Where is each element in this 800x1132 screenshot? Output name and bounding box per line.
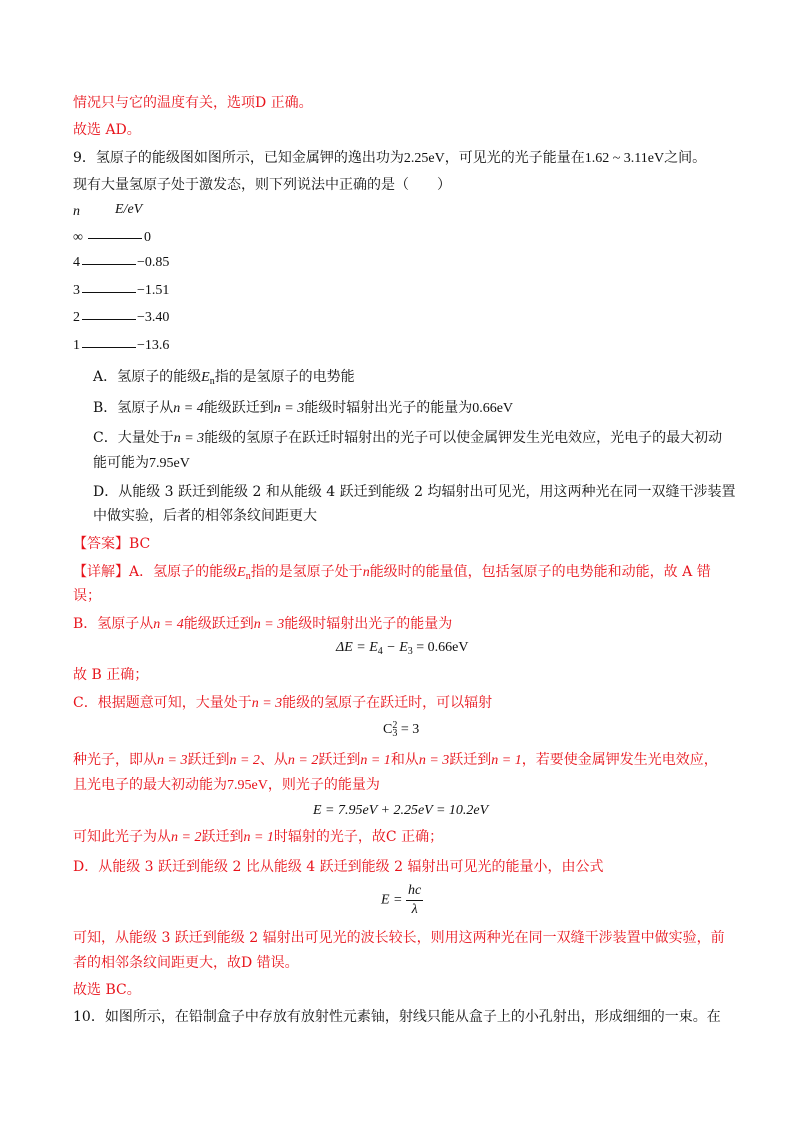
explain-c-line3: 且光电子的最大初动能为7.95eV，则光子的能量为 (73, 777, 380, 793)
diagram-n-label: n (73, 204, 80, 219)
level-n-inf: ∞ (73, 230, 83, 245)
q10-stem-line1: 10．如图所示，在铅制盒子中存放有放射性元素铀，射线只能从盒子上的小孔射出，形成细细的一束。在 (73, 1009, 721, 1025)
level-n-4: 4 (73, 255, 80, 270)
explain-a-line2: 误； (73, 588, 101, 604)
work-function-value: 2.25eV (403, 151, 445, 166)
level-line-4 (82, 264, 136, 265)
level-e-1: −13.6 (137, 338, 170, 353)
explain-label: 【详解】 (73, 564, 129, 580)
prev-explanation-line: 情况只与它的温度有关，选项D 正确。 (73, 95, 313, 111)
option-a: A．氢原子的能级$E_n$指的是氢原子的电势能 (93, 369, 355, 387)
level-e-3: −1.51 (137, 283, 170, 298)
equation-planck: E = $\frac{hc}{\lambda}$ (381, 883, 422, 917)
level-e-inf: 0 (144, 230, 151, 245)
equation-combination: C 2 3 = 3 (383, 719, 420, 739)
option-c: C．大量处于n = 3能级的氢原子在跃迁时辐射出的光子可以使金属钾发生光电效应，光电子的最大初动 (93, 430, 723, 446)
final-answer: 故选 BC。 (73, 982, 141, 998)
level-n-3: 3 (73, 283, 80, 298)
explain-c-line4: 可知此光子为从n = 2跃迁到n = 1时辐射的光子，故C 正确； (73, 829, 444, 845)
equation-photon-energy: E = 7.95eV + 2.25eV = 10.2eV (313, 803, 489, 818)
level-line-1 (82, 347, 136, 348)
level-n-2: 2 (73, 310, 80, 325)
explain-d-line3: 者的相邻条纹间距更大，故D 错误。 (73, 955, 299, 971)
q9-stem-line1: 9．氢原子的能级图如图所示，已知金属钾的逸出功为2.25eV，可见光的光子能量在1.62 ~ 3.11eV之间。 (73, 150, 707, 166)
equation-delta-e: $\Delta E = E_4 - E_3 = 0.66eV$ (336, 640, 469, 657)
explain-c-line1: C．根据题意可知，大量处于n = 3能级的氢原子在跃迁时，可以辐射 (73, 695, 493, 711)
level-n-1: 1 (73, 338, 80, 353)
level-line-3 (82, 292, 136, 293)
explain-d-line2: 可知，从能级 3 跃迁到能级 2 辐射出可见光的波长较长，则用这两种光在同一双缝干涉装置中做实验，前 (73, 930, 725, 946)
level-e-2: −3.40 (137, 310, 170, 325)
explain-c-line2: 种光子，即从n = 3跃迁到n = 2、从n = 2跃迁到n = 1和从n = 3跃迁到n = 1，若要使金属钾发生光电效应， (73, 752, 718, 768)
answer-line (73, 534, 150, 554)
q9-stem-line2: 现有大量氢原子处于激发态，则下列说法中正确的是（ ） (73, 177, 451, 193)
explain-d-line1: D．从能级 3 跃迁到能级 2 比从能级 4 跃迁到能级 2 辐射出可见光的能量小，由公式 (73, 859, 604, 875)
explain-a-line1: 【详解】A．氢原子的能级$E_n$指的是氢原子处于n能级时的能量值，包括氢原子的电势能和动能，故 A 错 (73, 564, 711, 582)
level-e-4: −0.85 (137, 255, 170, 270)
visible-range-value: 1.62 ~ 3.11eV (584, 151, 665, 166)
option-d: D．从能级 3 跃迁到能级 2 和从能级 4 跃迁到能级 2 均辐射出可见光，用这两种光在同一双缝干涉装置 (93, 484, 736, 500)
level-line-inf (88, 238, 142, 239)
answer-value: BC (129, 536, 151, 552)
explain-b-line: B．氢原子从n = 4能级跃迁到n = 3能级时辐射出光子的能量为 (73, 616, 453, 632)
answer-label: 【答案】 (73, 536, 129, 552)
level-line-2 (82, 319, 136, 320)
diagram-e-label: E/eV (115, 202, 143, 217)
explain-b-conclusion: 故 B 正确； (73, 667, 149, 683)
option-c-line2: 能可能为7.95eV (93, 455, 190, 471)
prev-answer-line: 故选 AD。 (73, 122, 141, 138)
option-b: B．氢原子从n = 4能级跃迁到n = 3能级时辐射出光子的能量为0.66eV (93, 400, 514, 416)
option-d-line2: 中做实验，后者的相邻条纹间距更大 (93, 508, 317, 524)
